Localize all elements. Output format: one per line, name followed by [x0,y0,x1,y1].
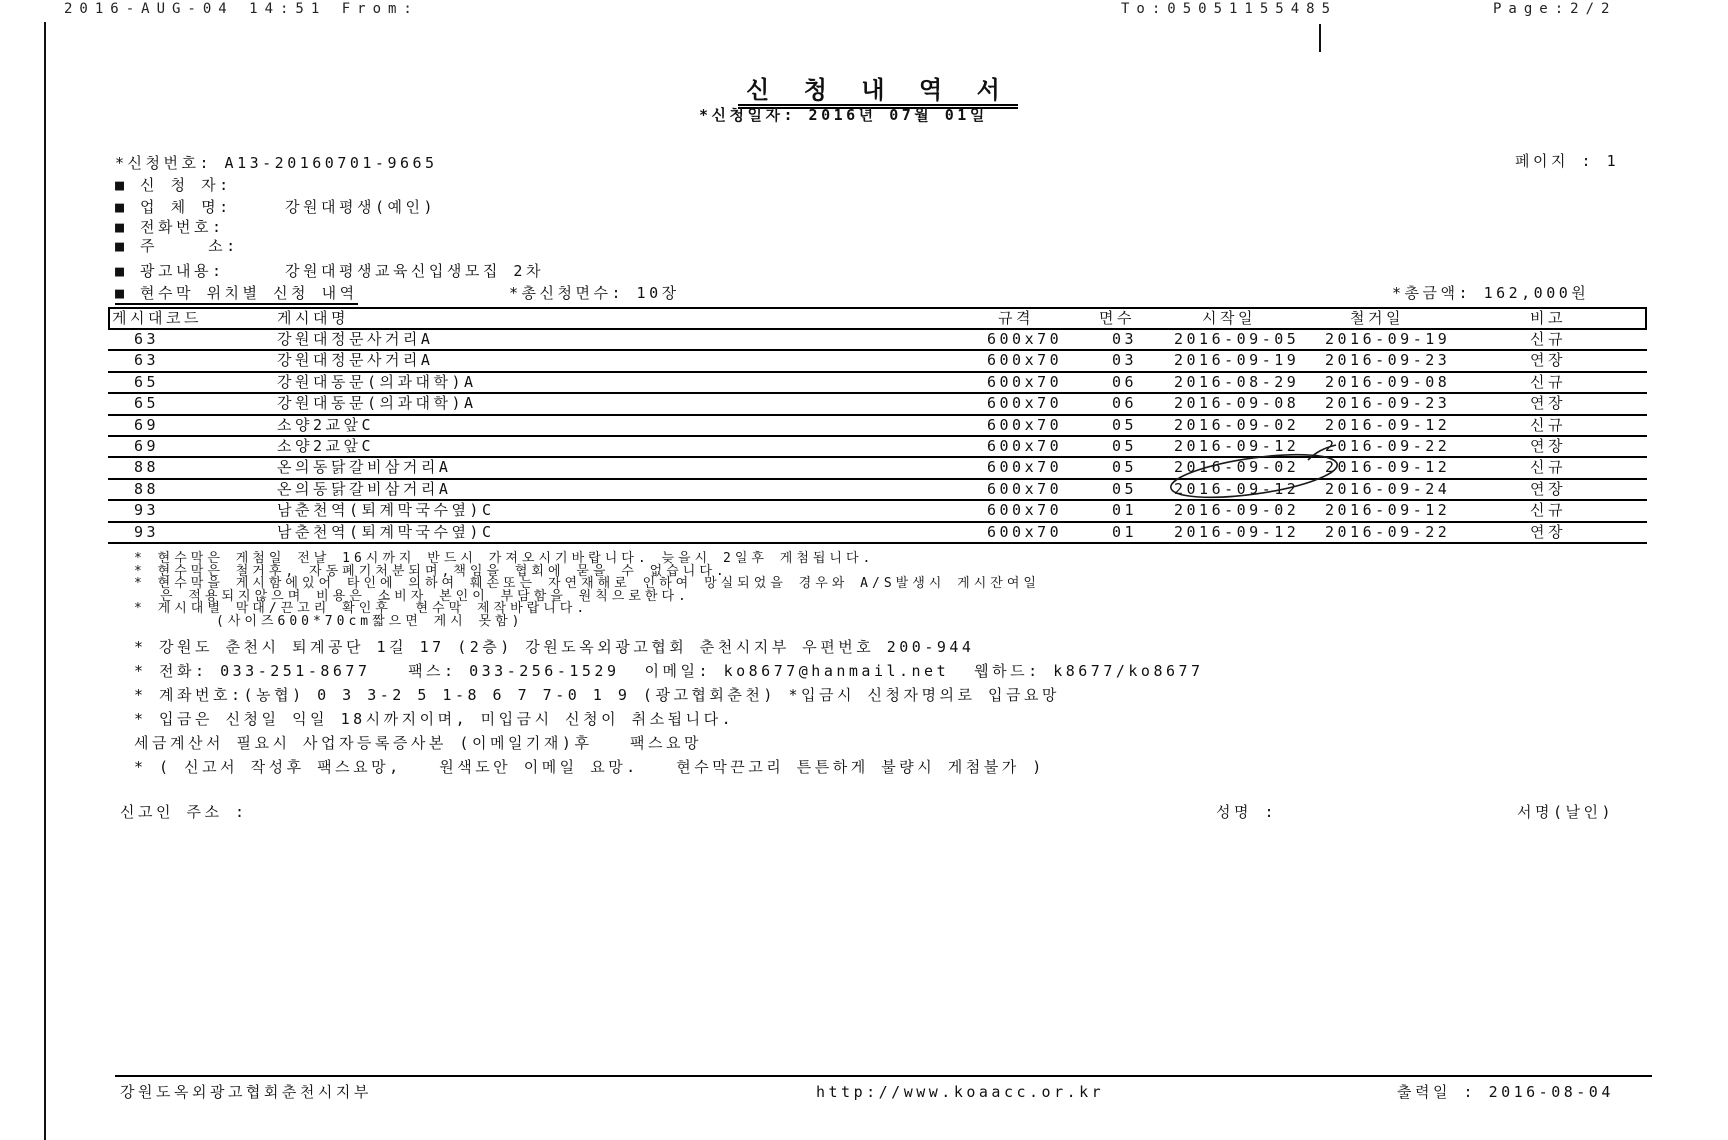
cell-size: 600x70 [987,351,1063,370]
cell-note: 연장 [1530,522,1566,541]
cell-size: 600x70 [987,522,1063,541]
notice-line: * 현수막은 게첨일 전날 16시까지 반드시 가져오시기바랍니다. 늦을시 2일후 게첨됩니다. [134,551,875,566]
cell-end: 2016-09-19 [1325,330,1451,348]
cell-size: 600x70 [987,372,1063,391]
banner-location-section-title: ■ 현수막 위치별 신청 내역 [115,283,358,305]
cell-code: 63 [134,330,160,348]
cell-faces: 06 [1112,372,1138,391]
cell-end: 2016-09-08 [1325,372,1451,391]
cell-code: 88 [134,458,160,477]
cell-note: 연장 [1530,394,1566,413]
notice-line: * 현수막을 게시함에있어 타인에 의하여 훼손또는 자연재해로 인하여 망실되었을 경우와 A/S발생시 게시잔여일 [134,576,1040,592]
cell-faces: 06 [1112,394,1138,413]
address-label: ■ 주 소: [115,237,239,255]
cell-name: 강원대동문(의과대학)A [277,394,477,413]
cell-name: 소양2교앞C [277,436,375,455]
table-row [108,416,1647,437]
reporter-name-label: 성명 : [1216,803,1278,821]
fax-tick-mark [1319,24,1321,52]
cell-start: 2016-09-02 [1174,415,1300,434]
table-row [108,394,1647,415]
cell-name: 강원대동문(의과대학)A [277,372,477,391]
cell-faces: 01 [1112,522,1138,541]
cell-code: 88 [134,479,160,498]
application-date: *신청일자: 2016년 07월 01일 [699,106,988,124]
company-value: 강원대평생(예인) [285,198,436,216]
footer-website: http://www.koaacc.or.kr [816,1083,1105,1101]
cell-size: 600x70 [987,436,1063,455]
cell-faces: 05 [1112,436,1138,455]
table-body [108,330,1647,544]
application-number: *신청번호: A13-20160701-9665 [115,154,438,172]
info-tax-invoice: 세금계산서 필요시 사업자등록증사본 (이메일기재)후 팩스요망 [134,734,702,752]
cell-code: 69 [134,436,160,455]
cell-note: 신규 [1530,415,1566,434]
cell-faces: 01 [1112,501,1138,520]
association-info [134,635,1204,779]
notice-line: * 게시대별 막대/끈고리 확인후 현수막 제작바랍니다. [134,601,589,617]
table-row [108,458,1647,479]
application-table [108,307,1647,544]
cell-end: 2016-09-24 [1325,479,1451,498]
cell-start: 2016-09-12 [1174,522,1300,541]
table-row [108,351,1647,372]
cell-size: 600x70 [987,394,1063,413]
column-header-end-date: 철거일 [1350,309,1404,327]
column-header-size: 규격 [998,309,1034,327]
notice-line-continuation: (사이즈600*70cm짧으면 게시 못함) [216,613,524,629]
phone-label: ■ 전화번호: [115,218,225,236]
cell-end: 2016-09-12 [1325,458,1451,477]
cell-name: 온의동닭갈비삼거리A [277,479,452,498]
page-left-edge-line [44,22,46,1140]
fax-page-count: Page:2/2 [1493,1,1617,17]
cell-code: 69 [134,415,160,434]
footer-print-date: 출력일 : 2016-08-04 [1397,1083,1614,1101]
column-header-code: 게시대코드 [112,309,202,327]
cell-end: 2016-09-22 [1325,522,1451,541]
footer-divider [115,1075,1652,1077]
table-row [108,523,1647,544]
footer-organization: 강원도옥외광고협회춘천시지부 [120,1083,372,1101]
table-row [108,330,1647,351]
table-row [108,501,1647,522]
table-row [108,480,1647,501]
cell-note: 신규 [1530,501,1566,520]
ad-content-label: ■ 광고내용: [115,262,225,280]
cell-start: 2016-09-02 [1174,501,1300,520]
cell-name: 남춘천역(퇴계막국수옆)C [277,501,495,520]
cell-start: 2016-09-05 [1174,330,1300,348]
notice-list [134,553,1040,629]
cell-start: 2016-09-12 [1174,436,1300,455]
cell-faces: 03 [1112,330,1138,348]
cell-size: 600x70 [987,479,1063,498]
cell-start: 2016-09-02 [1174,458,1300,477]
info-contact: * 전화: 033-251-8677 팩스: 033-256-1529 이메일: ko8677@hanmail.net 웹하드: k8677/ko8677 [134,662,1204,680]
column-header-start-date: 시작일 [1202,309,1256,327]
total-amount: *총금액: 162,000원 [1392,284,1590,302]
cell-note: 연장 [1530,436,1566,455]
cell-code: 93 [134,522,160,541]
info-address: * 강원도 춘천시 퇴계공단 1길 17 (2층) 강원도옥외광고협회 춘천시지부 우편번호 200-944 [134,638,975,656]
cell-start: 2016-09-08 [1174,394,1300,413]
company-label: ■ 업 체 명: [115,198,232,216]
cell-code: 93 [134,501,160,520]
cell-name: 온의동닭갈비삼거리A [277,458,452,477]
column-header-name: 게시대명 [277,309,349,327]
cell-start: 2016-09-19 [1174,351,1300,370]
cell-name: 남춘천역(퇴계막국수옆)C [277,522,495,541]
cell-end: 2016-09-12 [1325,415,1451,434]
cell-code: 63 [134,351,160,370]
table-header-row [108,307,1647,330]
cell-note: 연장 [1530,351,1566,370]
info-bank-account: * 계좌번호:(농협) 0 3 3-2 5 1-8 6 7 7-0 1 9 (광고협회춘천) *입금시 신청자명의로 입금요망 [134,686,1060,704]
fax-recipient-number: To:05051155485 [1121,1,1338,17]
cell-size: 600x70 [987,415,1063,434]
cell-note: 신규 [1530,372,1566,391]
table-row [108,437,1647,458]
cell-name: 강원대정문사거리A [277,330,434,348]
cell-note: 연장 [1530,479,1566,498]
cell-note: 신규 [1530,330,1566,348]
ad-content-value: 강원대평생교육신입생모집 2차 [285,262,544,280]
document-title: 신 청 내 역 서 [738,78,1018,109]
cell-start: 2016-08-29 [1174,372,1300,391]
reporter-address-label: 신고인 주소 : [120,803,248,821]
column-header-faces: 면수 [1099,309,1135,327]
cell-size: 600x70 [987,501,1063,520]
handwritten-circle-mark [1160,440,1360,510]
cell-size: 600x70 [987,330,1063,348]
cell-code: 65 [134,394,160,413]
notice-line-continuation: 은 적용되지않으며 비용은 소비자 본인이 부담함을 원칙으로한다. [160,588,690,604]
cell-faces: 03 [1112,351,1138,370]
cell-faces: 05 [1112,458,1138,477]
info-submission-note: * ( 신고서 작성후 팩스요망, 원색도안 이메일 요망. 현수막끈고리 튼튼하게 불량시 게첨불가 ) [134,758,1045,776]
table-row [108,373,1647,394]
cell-name: 소양2교앞C [277,415,375,434]
total-faces: *총신청면수: 10장 [509,284,680,302]
cell-size: 600x70 [987,458,1063,477]
cell-faces: 05 [1112,415,1138,434]
cell-end: 2016-09-23 [1325,351,1451,370]
signature-seal-label: 서명(날인) [1517,803,1615,821]
cell-end: 2016-09-12 [1325,501,1451,520]
cell-code: 65 [134,372,160,391]
info-payment-deadline: * 입금은 신청일 익일 18시까지이며, 미입금시 신청이 취소됩니다. [134,710,735,728]
fax-sent-timestamp: 2016-AUG-04 14:51 From: [64,1,419,17]
column-header-note: 비고 [1530,309,1566,327]
cell-faces: 05 [1112,479,1138,498]
cell-end: 2016-09-22 [1325,436,1451,455]
cell-end: 2016-09-23 [1325,394,1451,413]
notice-line: * 현수막은 철거후, 자동폐기처분되며,책임을 협회에 묻을 수 없습니다. [134,563,728,579]
cell-start: 2016-09-12 [1174,479,1300,498]
cell-name: 강원대정문사거리A [277,351,434,370]
page-indicator: 페이지 : 1 [1515,152,1620,170]
cell-note: 신규 [1530,458,1566,477]
applicant-label: ■ 신 청 자: [115,176,232,194]
